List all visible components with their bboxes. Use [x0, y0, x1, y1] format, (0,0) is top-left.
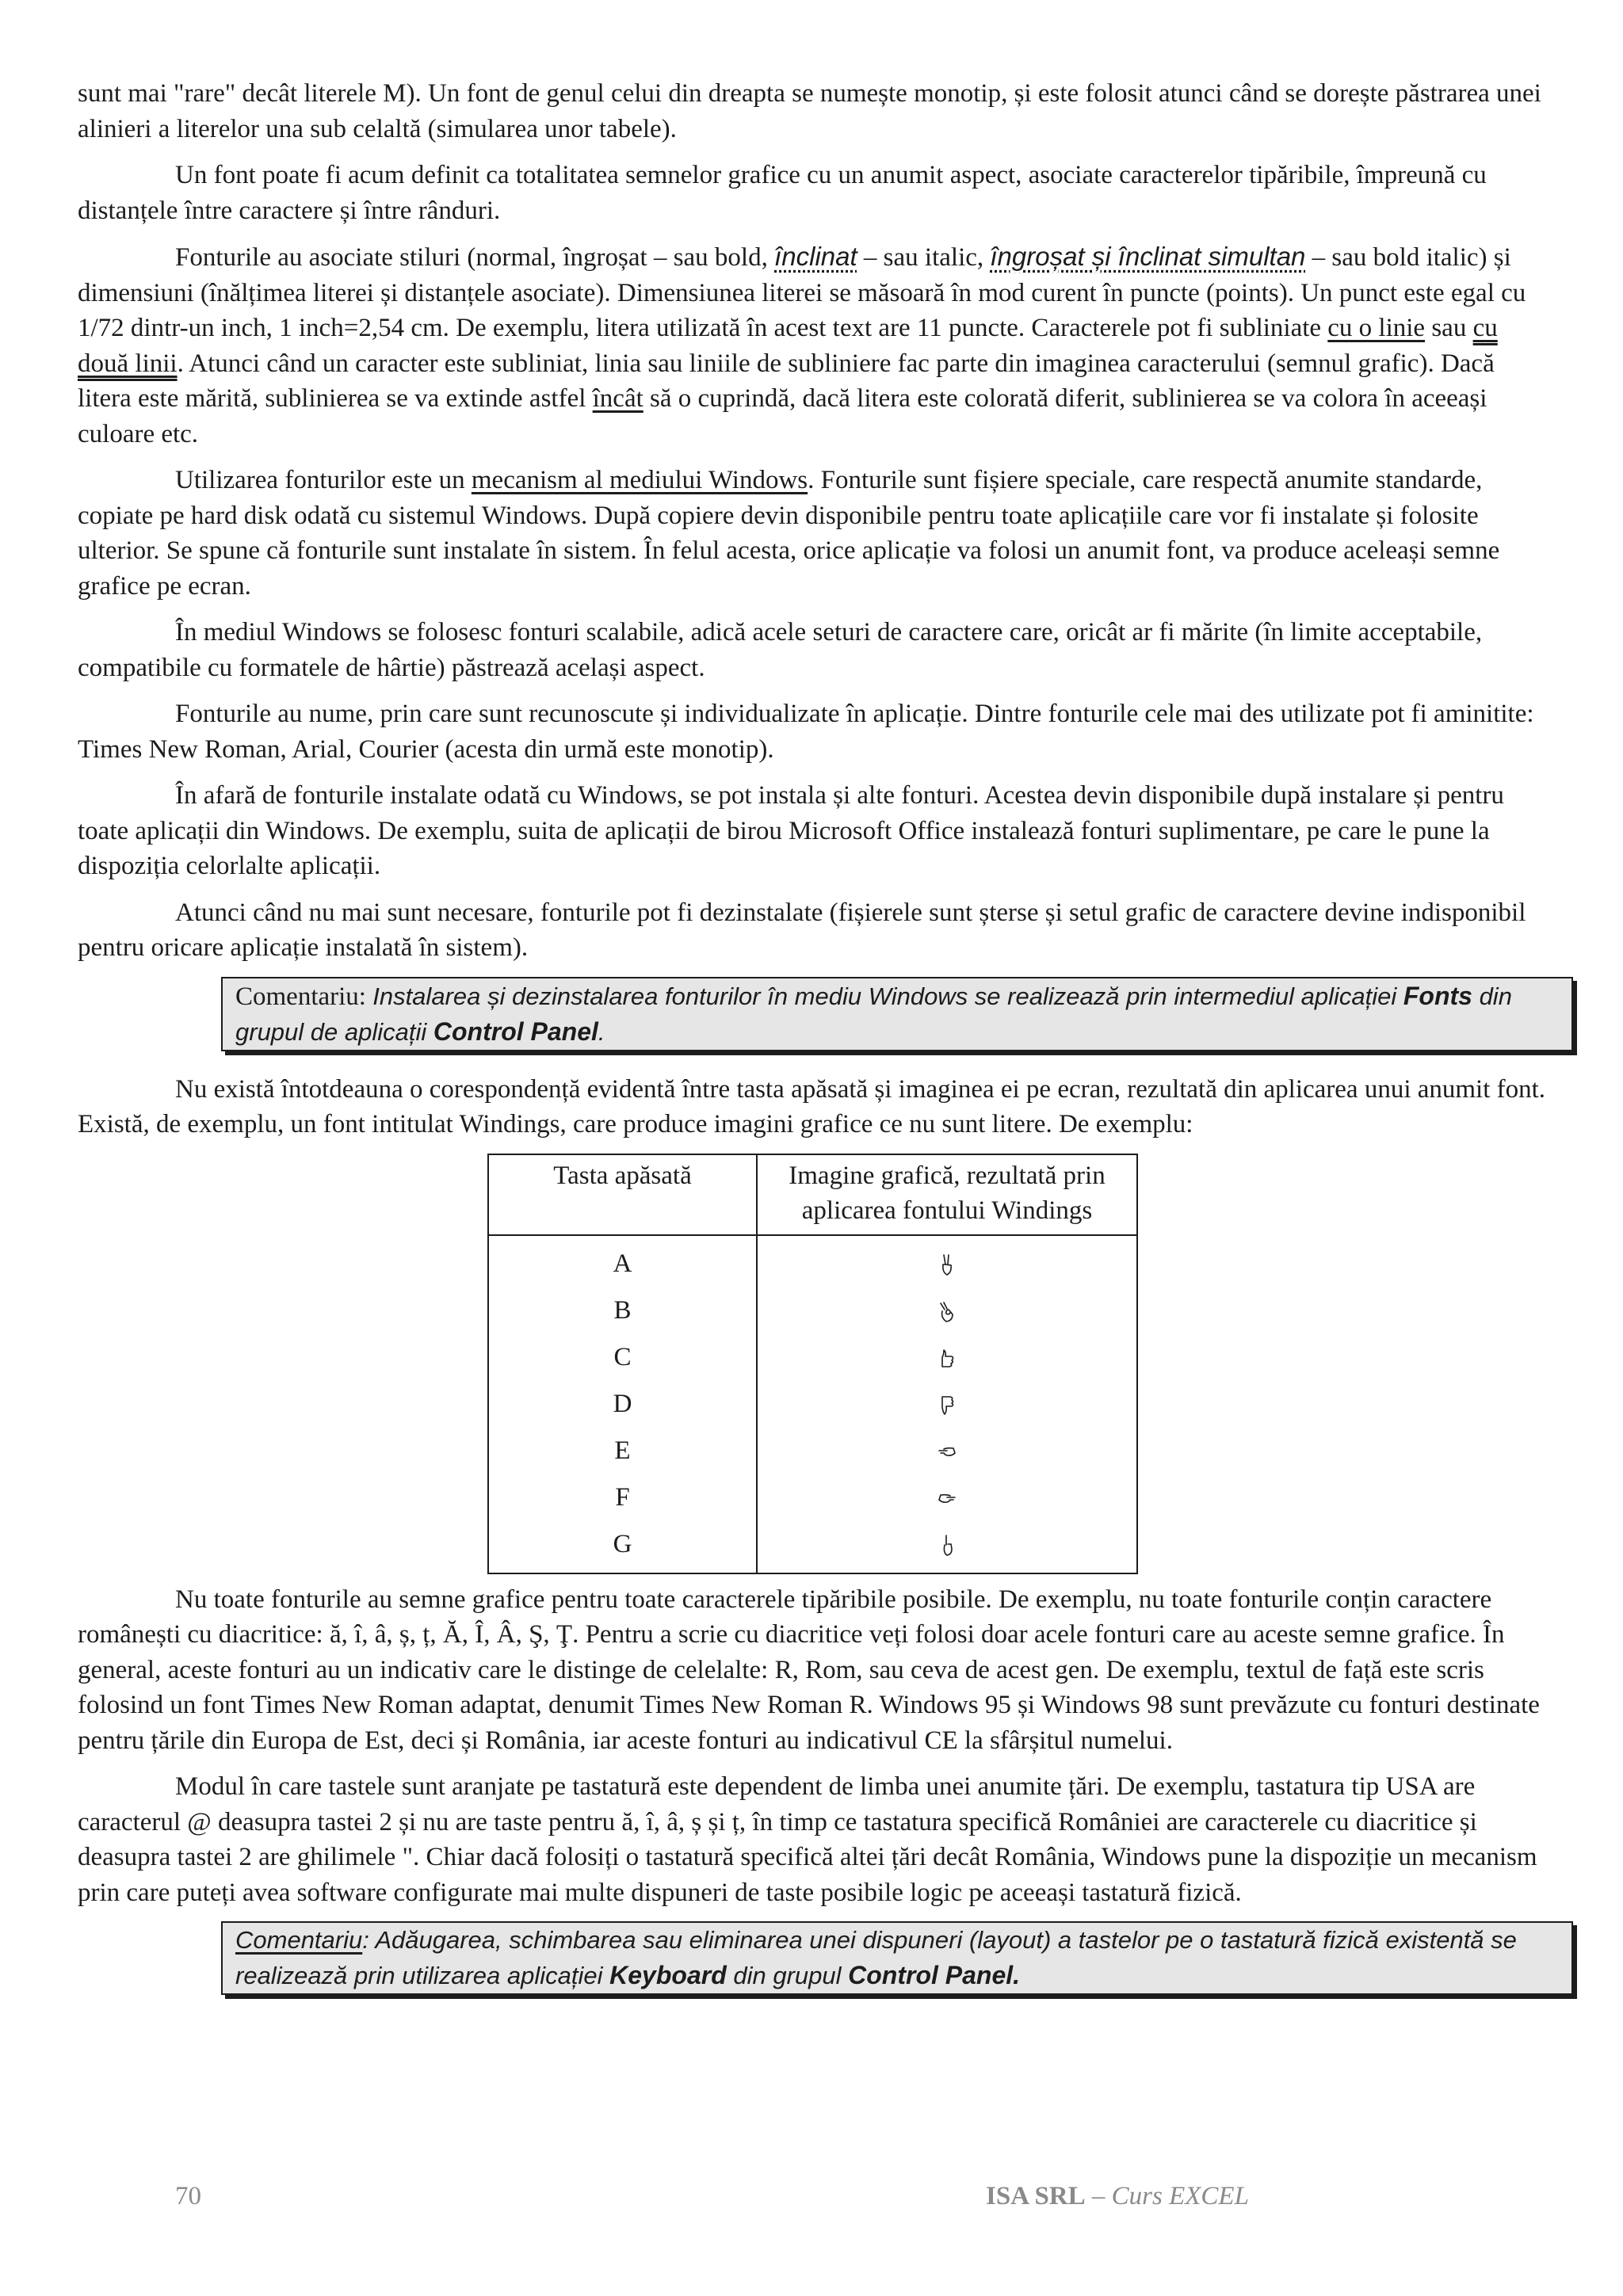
- company-name: ISA SRL: [986, 2182, 1086, 2210]
- table-key: C: [613, 1342, 632, 1371]
- table-key: G: [613, 1529, 632, 1558]
- table-key: A: [613, 1249, 632, 1278]
- table-glyph: [758, 1287, 1136, 1334]
- table-glyph: [758, 1381, 1136, 1428]
- table-key: F: [615, 1482, 630, 1512]
- table-header-row: [488, 1154, 1137, 1235]
- ok-hand-icon: [938, 1300, 957, 1324]
- text-run: – sau italic,: [857, 243, 991, 272]
- paragraph-font-definition: Un font poate fi acum definit ca totalitatea semnelor grafice cu un anumit aspect, asociate caracterelor tipăribile, împreună cu distanțele între caractere și între rânduri.: [78, 161, 1487, 225]
- paragraph-font-names: Fonturile au nume, prin care sunt recunoscute și individualizate în aplicație. Dintre fonturile cele mai des utilizate pot fi aminitite: Times New Roman, Arial, Courier (acesta din urmă este monotip).: [78, 700, 1534, 764]
- paragraph-diacritics: Nu toate fonturile au semne grafice pentru toate caracterele tipăribile posibile. De exemplu, nu toate fonturile conțin caractere românești cu diacritice: ă, î, â, ș, ț, Ă, Î, Â, Ş, Ţ. Pentru a scrie cu diacritice veți folosi doar acele fonturi care au aceste semne grafice. În general, aceste fonturi au un indicativ care le distinge de celelalte: R, Rom, sau ceva de acest gen. De exemplu, textul de față este scris folosind un font Times New Roman adaptat, denumit Times New Roman R. Windows 95 și Windows 98 sunt prevăzute cu fonturi destinate pentru țările din Europa de Est, deci și România, iar aceste fonturi au indicativul CE la sfârșitul numelui.: [78, 1585, 1540, 1755]
- text-run: . Atunci când un caracter este subliniat, linia sau liniile de subliniere fac parte din imaginea caracterului (semnul grafic). Dacă litera este mărită, sublinierea se va extinde astfel: [78, 349, 1495, 413]
- text-run: – sau bold italic) și dimensiuni (înălțimea literei și distanțele asociate). Dimensiunea literei se măsoară în mod curent în puncte (points). Un punct este egal cu 1/72 dintr-un inch, 1 inch=2,54 cm. De exemplu, litera utilizată în acest text are 11 puncte. Caracterele pot fi subliniate: [78, 243, 1526, 342]
- underlined-word: încât: [592, 384, 643, 413]
- thumbs-down-icon: [938, 1394, 957, 1417]
- table-key: B: [613, 1295, 632, 1325]
- comment-text: : Adăugarea, schimbarea sau eliminarea unei dispuneri (layout) a tastelor pe o tastatură fizică existentă se realizează prin utilizarea aplicației: [235, 1926, 1517, 1989]
- paragraph-scalable-fonts: În mediul Windows se folosesc fonturi scalabile, adică acele seturi de caractere care, oricât ar fi mărite (în limite acceptabile, compatibile cu formatele de hârtie) păstrează același aspect.: [78, 618, 1483, 682]
- comment-text: din grupul de aplicații: [235, 982, 1512, 1046]
- comment-bold: Keyboard: [609, 1961, 727, 1989]
- text-run: sau: [1425, 314, 1473, 342]
- italic-sample: înclinat: [774, 242, 857, 271]
- table-glyph: [758, 1474, 1136, 1521]
- table-glyph: [758, 1428, 1136, 1474]
- bold-italic-sample: îngroșat și înclinat simultan: [990, 242, 1306, 271]
- comment-label: Comentariu: [235, 1926, 363, 1954]
- paragraph-monotype: sunt mai "rare" decât literele M). Un font de genul celui din dreapta se numește monotip, și este folosit atunci când se dorește păstrarea unei alinieri a literelor una sub celaltă (simularea unor tabele).: [78, 79, 1541, 143]
- table-body-row: [488, 1235, 1137, 1573]
- comment-bold: Fonts: [1403, 981, 1472, 1010]
- table-glyph: [758, 1521, 1136, 1568]
- table-header-image: Imagine grafică, rezultată prin aplicarea fontului Windings: [757, 1154, 1137, 1235]
- text-run: să o cuprindă, dacă litera este colorată diferit, sublinierea se va colora în aceeași culoare etc.: [78, 384, 1487, 448]
- single-underline-sample: cu o linie: [1327, 314, 1426, 342]
- thumbs-up-icon: [938, 1347, 957, 1371]
- table-header-key: Tasta apăsată: [488, 1154, 757, 1235]
- comment-bold: Control Panel.: [848, 1961, 1021, 1989]
- page-number: 70: [175, 2182, 201, 2210]
- table-key: E: [614, 1436, 631, 1465]
- double-underline-sample: cu două linii: [78, 314, 1498, 378]
- paragraph-font-styles: [78, 239, 1550, 452]
- pointing-left-icon: [938, 1440, 957, 1464]
- footer-brand: [986, 2182, 1249, 2211]
- table-glyph: [758, 1241, 1136, 1287]
- paragraph-extra-fonts: În afară de fonturile instalate odată cu Windows, se pot instala și alte fonturi. Acestea devin disponibile după instalare și pentru toate aplicații din Windows. De exemplu, suita de aplicații de birou Microsoft Office instalează fonturi suplimentare, pe care le pune la dispoziția celorlalte aplicații.: [78, 781, 1504, 880]
- comment-label: Comentariu:: [235, 982, 373, 1011]
- paragraph-uninstall-fonts: Atunci când nu mai sunt necesare, fonturile pot fi dezinstalate (fișierele sunt șterse și setul grafic de caractere devine indisponibil pentru oricare aplicație instalată în sistem).: [78, 898, 1526, 962]
- paragraph-windings-intro: Nu există întotdeauna o corespondență evidentă între tasta apăsată și imaginea ei pe ecran, rezultată din aplicarea unui anumit font. Există, de exemplu, un font intitulat Windings, care produce imagini grafice ce nu sunt litere. De exemplu:: [78, 1074, 1546, 1138]
- course-name: Curs EXCEL: [1111, 2182, 1249, 2210]
- comment-bold: Control Panel: [433, 1016, 598, 1046]
- paragraph-keyboard-layout: Modul în care tastele sunt aranjate pe tastatură este dependent de limba unei anumite țări. De exemplu, tastatura tip USA are caracterul @ deasupra tastei 2 și nu are taste pentru ă, î, â, ș și ț, în timp ce tastatura specifică României are caracterele cu diacritice și deasupra tastei 2 are ghilimele ". Chiar dacă folosiți o tastatură specifică altei țări decât România, Windows pune la dispoziție un mecanism prin care puteți avea software configurate mai multe dispuneri de taste posibile logic pe aceeași tastatură fizică.: [78, 1772, 1537, 1907]
- footer-separator: –: [1085, 2182, 1112, 2210]
- text-run: . Fonturile sunt fișiere speciale, care respectă anumite standarde, copiate pe hard disk odată cu sistemul Windows. După copiere devin disponibile pentru toate aplicațiile care vor fi instalate și folosite ulterior. Se spune că fonturile sunt instalate în sistem. În felul acesta, orice aplicație va folosi un anumit font, va produce aceleași semne grafice pe ecran.: [78, 466, 1500, 601]
- comment-text: din grupul: [726, 1962, 849, 1989]
- pointing-up-icon: [938, 1534, 957, 1558]
- comment-text: .: [598, 1017, 605, 1046]
- table-keys-cell: [488, 1235, 757, 1573]
- comment-box-keyboard: [221, 1921, 1573, 1995]
- underlined-phrase: mecanism al mediului Windows: [471, 466, 808, 494]
- text-run: Utilizarea fonturilor este un: [175, 466, 472, 494]
- comment-box-fonts: [221, 977, 1573, 1051]
- comment-text: Instalarea și dezinstalarea fonturilor în mediu Windows se realizează prin intermediul aplicației: [372, 982, 1403, 1010]
- page-content: [78, 76, 1550, 2016]
- table-glyph: [758, 1334, 1136, 1381]
- table-key: D: [613, 1389, 632, 1418]
- text-run: Fonturile au asociate stiluri (normal, îngroșat – sau bold,: [175, 243, 775, 272]
- windings-table: [487, 1154, 1138, 1574]
- pointing-right-icon: [938, 1487, 957, 1511]
- paragraph-font-mechanism: [78, 463, 1550, 604]
- victory-hand-icon: [938, 1253, 957, 1277]
- table-glyphs-cell: [757, 1235, 1137, 1573]
